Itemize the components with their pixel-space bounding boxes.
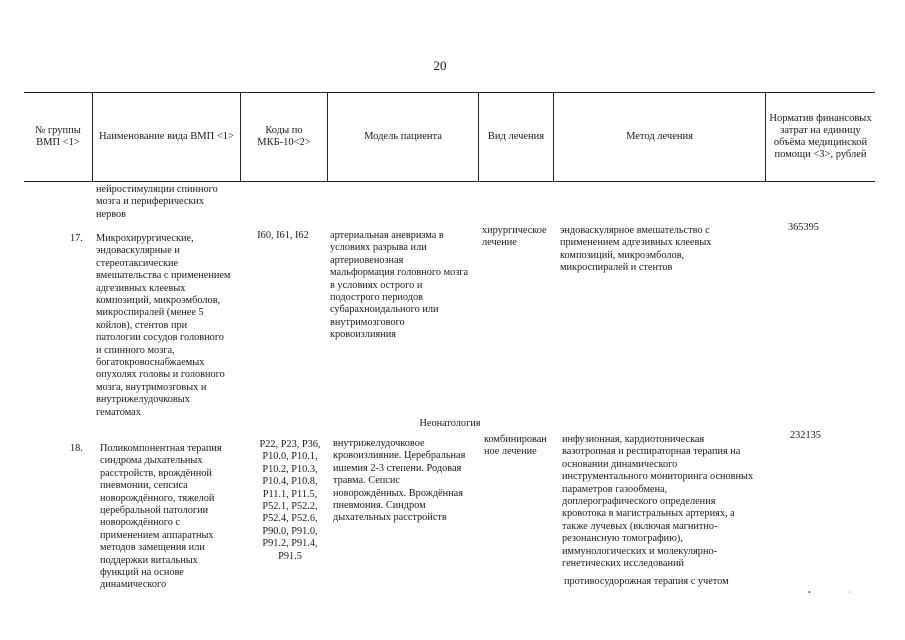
row-18-patient-model: внутрижелудочковое кровоизлияние. Церебральная ишемия 2-3 степени. Родовая травма. Сепсис новорождённых. Врождённая пневмония. Синдром дыхательных расстройств [333, 438, 466, 524]
row-17-vmp-name: Микрохирургические, эндоваскулярные и стереотаксические вмешательства с применением адгезивных клеевых композиций, микроэмболов, микроспиралей (менее 5 койлов), стентов при патологии сосудов головного и спинного мозга, богатокровоснабжаемых опухолях головы и головного мозга, внутримозговых и внутрижелудочковых гематомах [96, 233, 231, 418]
row-17-treatment-method: эндоваскулярное вмешательство с применением адгезивных клеевых композиций, микроэмболов, микроспиралей и стентов [560, 225, 712, 274]
header-vmp-name: Наименование вида ВМП <1> [99, 131, 234, 142]
page-number: 20 [433, 58, 447, 73]
row-17-number: 17. [70, 233, 83, 244]
row-17-treatment-type: хирургическое лечение [482, 225, 547, 249]
row-18-icd-codes: P22, P23, P36, P10.0, P10.1, P10.2, P10.3, P10.4, P10.8, P11.1, P11.5, P52.1, P52.2, P52.4, P52.6, P90.0, P91.0, P91.2, P91.4, P91.5 [259, 439, 321, 562]
row-17-cost-norm: 365395 [788, 222, 819, 233]
section-title: Неонатология [419, 418, 481, 429]
header-icd-codes: Коды по МКБ-10<2> [257, 125, 311, 148]
header-treatment-type: Вид лечения [487, 131, 545, 142]
scan-speck: · [848, 588, 851, 597]
continuation-text: нейростимуляции спинного мозга и периферических нервов [96, 184, 218, 220]
scan-speck: • [808, 588, 811, 597]
row-18-number: 18. [70, 443, 83, 454]
row-18-cost-norm: 232135 [790, 430, 821, 441]
row-17-patient-model: артериальная аневризма в условиях разрыва или артериовенозная мальформация головного мозга в условиях острого и подострого периодов субарахноидального или внутримозгового кровоизлияния [330, 230, 469, 341]
header-cost-norm: Норматив финансовых затрат на единицу объёма медицинской помощи <3>, рублей [769, 113, 872, 160]
row-17-icd-codes: I60, I61, I62 [257, 230, 309, 241]
header-patient-model: Модель пациента [364, 131, 442, 142]
row-18-treatment-method: инфузионная, кардиотоническая вазотропная и респираторная терапия на основании динамического инструментального мониторинга основных параметров газообмена, доплерографического определения кровотока в магистральных артериях, а также лучевых (включая магнитно- резонансную томографию), иммунологических и молекулярно- генетических исследований [562, 434, 754, 570]
row-18-treatment-method-continued: противосудорожная терапия с учетом [564, 576, 729, 587]
header-treatment-method: Метод лечения [626, 131, 693, 142]
table-header [24, 92, 875, 182]
row-18-vmp-name: Поликомпонентная терапия синдрома дыхательных расстройств, врождённой пневмонии, сепсиса новорождённого, тяжелой церебральной патологии новорождённого с применением аппаратных методов замещения или поддержки витальных функций на основе динамического [100, 443, 222, 591]
row-18-treatment-type: комбинирован ное лечение [484, 434, 547, 458]
header-group-number: № группы ВМП <1> [35, 125, 81, 148]
